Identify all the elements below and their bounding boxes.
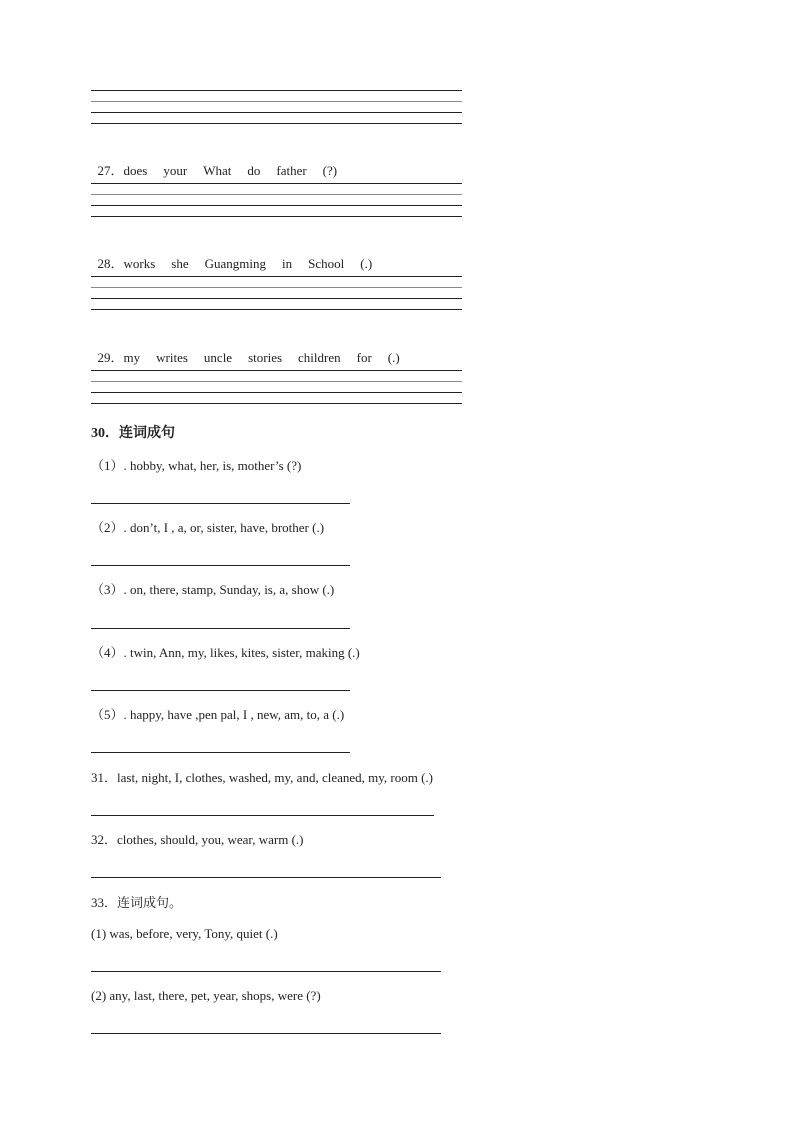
question-30-item-5: （5）. happy, have ,pen pal, I , new, am, to, a (.) xyxy=(91,707,345,722)
writing-lines-top[interactable] xyxy=(91,90,462,124)
word-token: father xyxy=(276,163,307,178)
answer-line-30-1[interactable] xyxy=(91,503,350,504)
word-token: (?) xyxy=(322,163,338,178)
answer-line-30-4[interactable] xyxy=(91,690,350,691)
word-token: for xyxy=(356,350,372,365)
answer-line-32[interactable] xyxy=(91,877,441,878)
answer-line-30-5[interactable] xyxy=(91,752,350,753)
word-token: children xyxy=(298,350,341,365)
word-token: School xyxy=(308,256,345,271)
word-token: she xyxy=(171,256,189,271)
question-30-item-2: （2）. don’t, I , a, or, sister, have, brother (.) xyxy=(91,520,325,535)
question-28 xyxy=(91,240,372,272)
writing-lines-28[interactable] xyxy=(91,276,462,310)
answer-line-30-2[interactable] xyxy=(91,565,350,566)
answer-line-33-2[interactable] xyxy=(91,1033,441,1034)
question-30-item-1: （1）. hobby, what, her, is, mother’s (?) xyxy=(91,458,302,473)
answer-line-31[interactable] xyxy=(91,815,434,816)
word-token: (.) xyxy=(387,350,400,365)
word-token: my xyxy=(123,350,141,365)
answer-line-30-3[interactable] xyxy=(91,628,350,629)
question-33-item-2: (2) any, last, there, pet, year, shops, were (?) xyxy=(91,988,321,1003)
question-32: 32．clothes, should, you, wear, warm (.) xyxy=(91,832,304,847)
question-29 xyxy=(91,334,400,366)
writing-lines-29[interactable] xyxy=(91,370,462,404)
word-token: works xyxy=(123,256,156,271)
word-token: stories xyxy=(248,350,283,365)
question-30-item-4: （4）. twin, Ann, my, likes, kites, sister, making (.) xyxy=(91,645,360,660)
word-token: your xyxy=(163,163,188,178)
word-token: in xyxy=(282,256,293,271)
question-33-item-1: (1) was, before, very, Tony, quiet (.) xyxy=(91,926,278,941)
word-token: Guangming xyxy=(204,256,267,271)
answer-line-33-1[interactable] xyxy=(91,971,441,972)
word-token: uncle xyxy=(203,350,233,365)
question-30-item-3: （3）. on, there, stamp, Sunday, is, a, show (.) xyxy=(91,582,335,597)
question-number: 29． xyxy=(97,350,124,365)
question-number: 27． xyxy=(97,163,124,178)
question-33-title: 33．连词成句。 xyxy=(91,895,183,910)
writing-lines-27[interactable] xyxy=(91,183,462,217)
question-31: 31．last, night, I, clothes, washed, my, and, cleaned, my, room (.) xyxy=(91,770,434,785)
word-token: What xyxy=(203,163,232,178)
question-27 xyxy=(91,147,337,179)
word-token: (.) xyxy=(360,256,373,271)
question-number: 28． xyxy=(97,256,124,271)
question-30-title: 30．连词成句 xyxy=(91,426,175,441)
word-token: writes xyxy=(156,350,188,365)
word-token: does xyxy=(123,163,148,178)
word-token: do xyxy=(247,163,261,178)
